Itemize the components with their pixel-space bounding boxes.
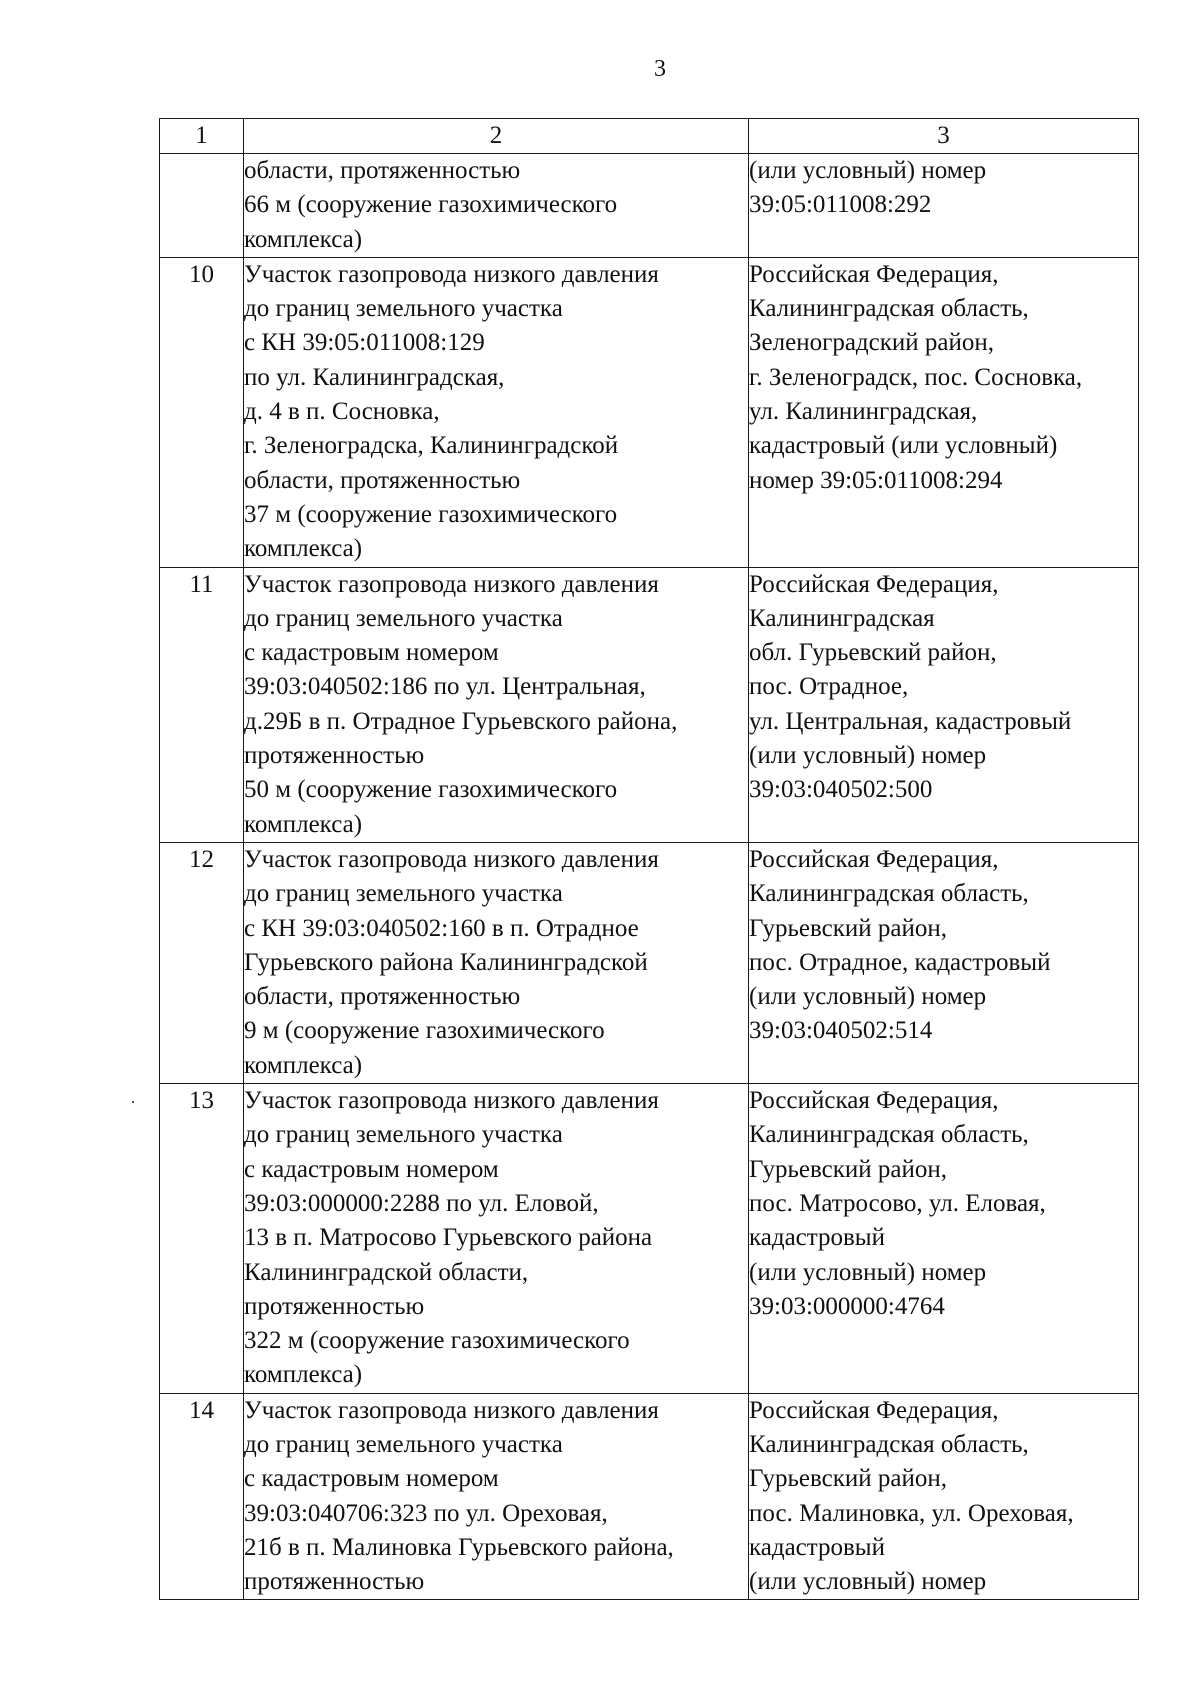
object-description-line: г. Зеленоградска, Калининградской bbox=[244, 432, 619, 460]
object-description-line: с кадастровым номером bbox=[244, 639, 499, 667]
table-row bbox=[160, 1393, 1139, 1600]
object-description-line: комплекса) bbox=[244, 535, 363, 563]
object-description-line: комплекса) bbox=[244, 1051, 363, 1079]
object-description-line: Гурьевского района Калининградской bbox=[244, 948, 648, 976]
location-line: ул. Калининградская, bbox=[749, 398, 978, 426]
location-line: пос. Отрадное, кадастровый bbox=[749, 948, 1051, 976]
location-cell bbox=[749, 567, 1139, 842]
object-description-line: протяженностью bbox=[244, 1292, 425, 1320]
row-number: 10 bbox=[160, 257, 244, 567]
header-col-2: 2 bbox=[244, 119, 749, 154]
object-description-line: 66 м (сооружение газохимического bbox=[244, 191, 618, 219]
object-description-line: комплекса) bbox=[244, 1361, 363, 1389]
location-line: Российская Федерация, bbox=[749, 1396, 999, 1424]
location-line: Калининградская область, bbox=[749, 1121, 1029, 1149]
object-description-line: с кадастровым номером bbox=[244, 1465, 499, 1493]
object-description-cell bbox=[244, 1393, 749, 1600]
object-description-line: комплекса) bbox=[244, 225, 363, 253]
object-description-line: 21б в п. Малиновка Гурьевского района, bbox=[244, 1533, 674, 1561]
location-cell bbox=[749, 257, 1139, 567]
location-cell bbox=[749, 842, 1139, 1083]
object-description-line: Участок газопровода низкого давления bbox=[244, 845, 659, 873]
location-line: Калининградская bbox=[749, 604, 935, 632]
location-line: 39:03:000000:4764 bbox=[749, 1292, 945, 1320]
object-description-cell bbox=[244, 154, 749, 258]
object-description-line: по ул. Калининградская, bbox=[244, 363, 505, 391]
location-line: Российская Федерация, bbox=[749, 260, 999, 288]
location-line: (или условный) номер bbox=[749, 742, 987, 770]
object-description-line: 322 м (сооружение газохимического bbox=[244, 1327, 630, 1355]
object-description-line: 39:03:000000:2288 по ул. Еловой, bbox=[244, 1189, 599, 1217]
object-description-line: до границ земельного участка bbox=[244, 1121, 563, 1149]
header-col-3: 3 bbox=[749, 119, 1139, 154]
object-description-line: Участок газопровода низкого давления bbox=[244, 570, 659, 598]
scan-speck bbox=[132, 1101, 134, 1103]
object-description-line: до границ земельного участка bbox=[244, 880, 563, 908]
location-line: кадастровый bbox=[749, 1533, 885, 1561]
location-line: Гурьевский район, bbox=[749, 1155, 948, 1183]
object-description-line: с КН 39:05:011008:129 bbox=[244, 329, 485, 357]
location-line: Калининградская область, bbox=[749, 295, 1029, 323]
object-description-cell bbox=[244, 567, 749, 842]
object-description-line: до границ земельного участка bbox=[244, 1430, 563, 1458]
object-description-cell bbox=[244, 257, 749, 567]
location-line: (или условный) номер bbox=[749, 983, 987, 1011]
table-header-row bbox=[160, 119, 1139, 154]
object-description-line: до границ земельного участка bbox=[244, 604, 563, 632]
location-line: Гурьевский район, bbox=[749, 1465, 948, 1493]
location-line: (или условный) номер bbox=[749, 1258, 987, 1286]
location-line: (или условный) номер bbox=[749, 157, 987, 184]
object-description-line: 37 м (сооружение газохимического bbox=[244, 500, 618, 528]
location-line: Калининградская область, bbox=[749, 880, 1029, 908]
object-description-line: области, протяженностью bbox=[244, 157, 521, 184]
location-line: г. Зеленоградск, пос. Сосновка, bbox=[749, 363, 1083, 391]
location-line: Российская Федерация, bbox=[749, 845, 999, 873]
property-table bbox=[159, 118, 1139, 1600]
object-description-line: с КН 39:03:040502:160 в п. Отрадное bbox=[244, 914, 639, 942]
table-row bbox=[160, 1084, 1139, 1394]
location-cell bbox=[749, 1393, 1139, 1600]
object-description-cell bbox=[244, 842, 749, 1083]
page-number: 3 bbox=[654, 56, 666, 82]
object-description-line: 39:03:040502:186 по ул. Центральная, bbox=[244, 673, 646, 701]
object-description-line: Калининградской области, bbox=[244, 1258, 529, 1286]
object-description-line: д. 4 в п. Сосновка, bbox=[244, 398, 440, 426]
object-description-line: протяженностью bbox=[244, 742, 425, 770]
location-line: пос. Матросово, ул. Еловая, bbox=[749, 1189, 1046, 1217]
table-row bbox=[160, 842, 1139, 1083]
row-number: 14 bbox=[160, 1393, 244, 1600]
table-row bbox=[160, 154, 1139, 258]
location-line: Российская Федерация, bbox=[749, 1087, 999, 1115]
object-description-line: области, протяженностью bbox=[244, 983, 521, 1011]
object-description-line: 13 в п. Матросово Гурьевского района bbox=[244, 1224, 653, 1252]
location-line: пос. Малиновка, ул. Ореховая, bbox=[749, 1499, 1074, 1527]
table-row bbox=[160, 567, 1139, 842]
row-number: 11 bbox=[160, 567, 244, 842]
table-body bbox=[160, 154, 1139, 1600]
object-description-line: области, протяженностью bbox=[244, 466, 521, 494]
location-cell bbox=[749, 1084, 1139, 1394]
row-number: 13 bbox=[160, 1084, 244, 1394]
location-line: Гурьевский район, bbox=[749, 914, 948, 942]
location-line: ул. Центральная, кадастровый bbox=[749, 707, 1072, 735]
location-line: Калининградская область, bbox=[749, 1430, 1029, 1458]
header-col-1: 1 bbox=[160, 119, 244, 154]
object-description-line: Участок газопровода низкого давления bbox=[244, 1087, 659, 1115]
row-number: 12 bbox=[160, 842, 244, 1083]
location-line: пос. Отрадное, bbox=[749, 673, 909, 701]
location-line: кадастровый (или условный) bbox=[749, 432, 1058, 460]
location-line: 39:05:011008:292 bbox=[749, 191, 932, 219]
object-description-cell bbox=[244, 1084, 749, 1394]
object-description-line: 9 м (сооружение газохимического bbox=[244, 1017, 605, 1045]
location-line: обл. Гурьевский район, bbox=[749, 639, 997, 667]
object-description-line: Участок газопровода низкого давления bbox=[244, 260, 659, 288]
location-line: кадастровый bbox=[749, 1224, 885, 1252]
table-row bbox=[160, 257, 1139, 567]
object-description-line: д.29Б в п. Отрадное Гурьевского района, bbox=[244, 707, 678, 735]
location-line: (или условный) номер bbox=[749, 1568, 987, 1596]
location-cell bbox=[749, 154, 1139, 258]
location-line: номер 39:05:011008:294 bbox=[749, 466, 1003, 494]
object-description-line: 39:03:040706:323 по ул. Ореховая, bbox=[244, 1499, 608, 1527]
object-description-line: протяженностью bbox=[244, 1568, 425, 1596]
object-description-line: 50 м (сооружение газохимического bbox=[244, 776, 618, 804]
location-line: Зеленоградский район, bbox=[749, 329, 994, 357]
row-number bbox=[160, 154, 244, 258]
location-line: Российская Федерация, bbox=[749, 570, 999, 598]
object-description-line: комплекса) bbox=[244, 810, 363, 838]
object-description-line: с кадастровым номером bbox=[244, 1155, 499, 1183]
location-line: 39:03:040502:500 bbox=[749, 776, 933, 804]
location-line: 39:03:040502:514 bbox=[749, 1017, 933, 1045]
object-description-line: до границ земельного участка bbox=[244, 295, 563, 323]
object-description-line: Участок газопровода низкого давления bbox=[244, 1396, 659, 1424]
